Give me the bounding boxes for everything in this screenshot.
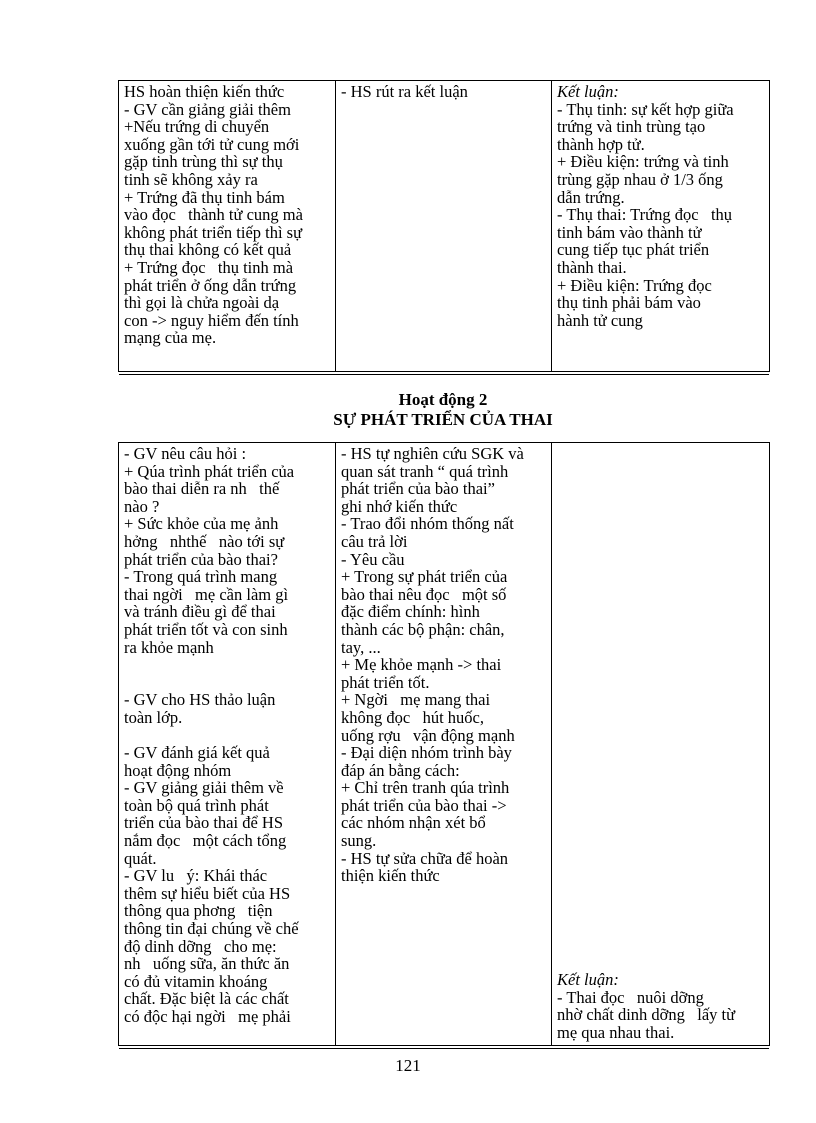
text-line: bào thai nêu đọc một số [341, 584, 507, 604]
text-line: đáp án bằng cách: [341, 760, 460, 780]
text-line: chất. Đặc biệt là các chất [124, 989, 289, 1009]
text-line: sung. [341, 831, 377, 851]
text-line: - Trong quá trình mang [124, 567, 278, 587]
text-line: phát triển của bào thai” [341, 479, 495, 499]
text-line: - GV cho HS thảo luận [124, 690, 276, 710]
text-line: không phát triển tiếp thì sự [124, 222, 303, 242]
text-line: tinh bám vào thành tử [557, 222, 702, 242]
text-line: + Chỉ trên tranh qúa trình [341, 778, 510, 798]
text-line: quan sát tranh “ quá trình [341, 461, 509, 481]
text-line: thai ngời mẹ cần làm gì [124, 584, 289, 604]
text-line: - Yêu cầu [341, 549, 405, 569]
text-line: toàn bộ quá trình phát [124, 795, 269, 815]
text-line: thêm sự hiểu biết của HS [124, 883, 291, 903]
text-line: toàn lớp. [124, 707, 183, 727]
table-2 [118, 442, 770, 1046]
text-line: phát triển ở ống dẫn trứng [124, 275, 297, 295]
text-line: mạng của mẹ. [124, 328, 217, 348]
table-1 [118, 80, 770, 372]
text-line: - GV giảng giải thêm về [124, 778, 284, 798]
text-line: tay, ... [341, 637, 381, 657]
text-line: có độc hại ngời mẹ phải [124, 1007, 291, 1026]
text-line: thiện kiến thức [341, 866, 440, 886]
text-line [124, 656, 331, 674]
text-line: + Điều kiện: trứng và tinh [557, 152, 729, 172]
text-line: uống rợu vận động mạnh [341, 725, 515, 745]
text-line: phát triển của bào thai -> [341, 795, 507, 815]
text-line: thành hợp tử. [557, 134, 645, 154]
text-line: cung tiếp tục phát triển [557, 240, 710, 260]
table-2-col-student [335, 443, 552, 1045]
text-line: có đủ vitamin khoáng [124, 971, 268, 991]
text-line: các nhóm nhận xét bổ [341, 813, 486, 833]
text-line: - Đại diện nhóm trình bày [341, 743, 512, 763]
text-line: + Qúa trình phát triển của [124, 461, 295, 481]
text-line: - HS rút ra kết luận [341, 82, 468, 101]
text-line: hành tử cung [557, 310, 643, 330]
activity-subtitle: SỰ PHÁT TRIỂN CỦA THAI [333, 410, 553, 429]
text-line: đặc điểm chính: hình [341, 602, 480, 622]
text-line: tinh sẽ không xảy ra [124, 169, 258, 189]
text-line: bào thai diễn ra nh thế [124, 479, 280, 499]
table-1-col-conclusion [551, 81, 770, 371]
text-line: triển của bào thai để HS [124, 813, 283, 833]
text-line: + Sức khỏe của mẹ ảnh [124, 514, 279, 534]
text-line: không đọc hút huốc, [341, 707, 484, 727]
text-line: con -> nguy hiểm đến tính [124, 310, 299, 330]
text-line: độ dinh dỡng cho mẹ: [124, 936, 277, 956]
text-line: phát triển tốt và con sinh [124, 619, 288, 639]
text-line: - Thai đọc nuôi dỡng [557, 987, 704, 1007]
text-line: thụ thai không có kết quả [124, 240, 292, 260]
text-line: - Thụ thai: Trứng đọc thụ [557, 205, 733, 225]
text-line: - Thụ tinh: sự kết hợp giữa [557, 99, 734, 119]
text-line: - Trao đổi nhóm thống nất [341, 514, 514, 534]
conclusion-heading: Kết luận: [557, 82, 619, 101]
text-line: phát triển tốt. [341, 672, 430, 692]
text-line: câu trả lời [341, 531, 408, 551]
text-line: dẫn trứng. [557, 187, 625, 207]
text-line: thành các bộ phận: chân, [341, 619, 505, 639]
text-line: + Trứng đọc thụ tinh mà [124, 257, 294, 277]
text-line: - GV lu ý: Khái thác [124, 866, 268, 886]
text-line: - GV đánh giá kết quả [124, 743, 270, 763]
text-line: nh uống sữa, ăn thức ăn [124, 954, 290, 974]
text-line: - HS tự nghiên cứu SGK và [341, 444, 524, 463]
text-line: hoạt động nhóm [124, 760, 232, 780]
text-line: và tránh điều gì để thai [124, 602, 276, 622]
text-line: + Trứng đã thụ tinh bám [124, 187, 285, 207]
text-line: thụ tinh phải bám vào [557, 293, 701, 313]
text-line: trứng và tinh trùng tạo [557, 117, 706, 137]
conclusion-heading: Kết luận: [557, 970, 619, 989]
table-2-col-teacher [119, 443, 335, 1045]
text-line: nào ? [124, 496, 160, 516]
text-line: quát. [124, 848, 157, 868]
text-line: phát triển của bào thai? [124, 549, 278, 569]
text-line [124, 727, 331, 745]
table-1-col-student [335, 81, 552, 371]
text-line: nắm đọc một cách tổng [124, 831, 287, 851]
text-line: mẹ qua nhau thai. [557, 1022, 675, 1042]
text-line: thông qua phơng tiện [124, 901, 273, 921]
text-line: + Ngời mẹ mang thai [341, 690, 491, 710]
text-line: HS hoàn thiện kiến thức [124, 82, 285, 101]
text-line [124, 674, 331, 692]
table-2-col-conclusion [551, 443, 770, 1045]
text-line: - HS tự sửa chữa để hoàn [341, 848, 509, 868]
text-line: ra khỏe mạnh [124, 637, 214, 657]
text-line: trùng gặp nhau ở 1/3 ống [557, 169, 723, 189]
activity-title: Hoạt động 2 [398, 390, 488, 409]
text-line: vào đọc thành tử cung mà [124, 205, 303, 225]
page-number: 121 [395, 1056, 421, 1075]
text-line: xuống gần tới tử cung mới [124, 134, 300, 154]
text-line: + Mẹ khỏe mạnh -> thai [341, 655, 502, 675]
text-line: nhờ chất dinh dỡng lấy từ [557, 1005, 736, 1025]
text-line: thì gọi là chửa ngoài dạ [124, 293, 280, 313]
text-line: +Nếu trứng di chuyển [124, 117, 270, 137]
text-line: thành thai. [557, 257, 627, 277]
text-line: - GV cần giảng giải thêm [124, 99, 291, 119]
text-line: + Điều kiện: Trứng đọc [557, 275, 712, 295]
text-line: thông tin đại chúng về chế [124, 919, 299, 939]
text-line: - GV nêu câu hỏi : [124, 444, 247, 463]
text-line: + Trong sự phát triển của [341, 567, 508, 587]
table-1-col-teacher [119, 81, 335, 371]
text-line: gặp tinh trùng thì sự thụ [124, 152, 283, 172]
text-line: hởng nhthế nào tới sự [124, 531, 285, 551]
text-line: ghi nhớ kiến thức [341, 496, 458, 516]
